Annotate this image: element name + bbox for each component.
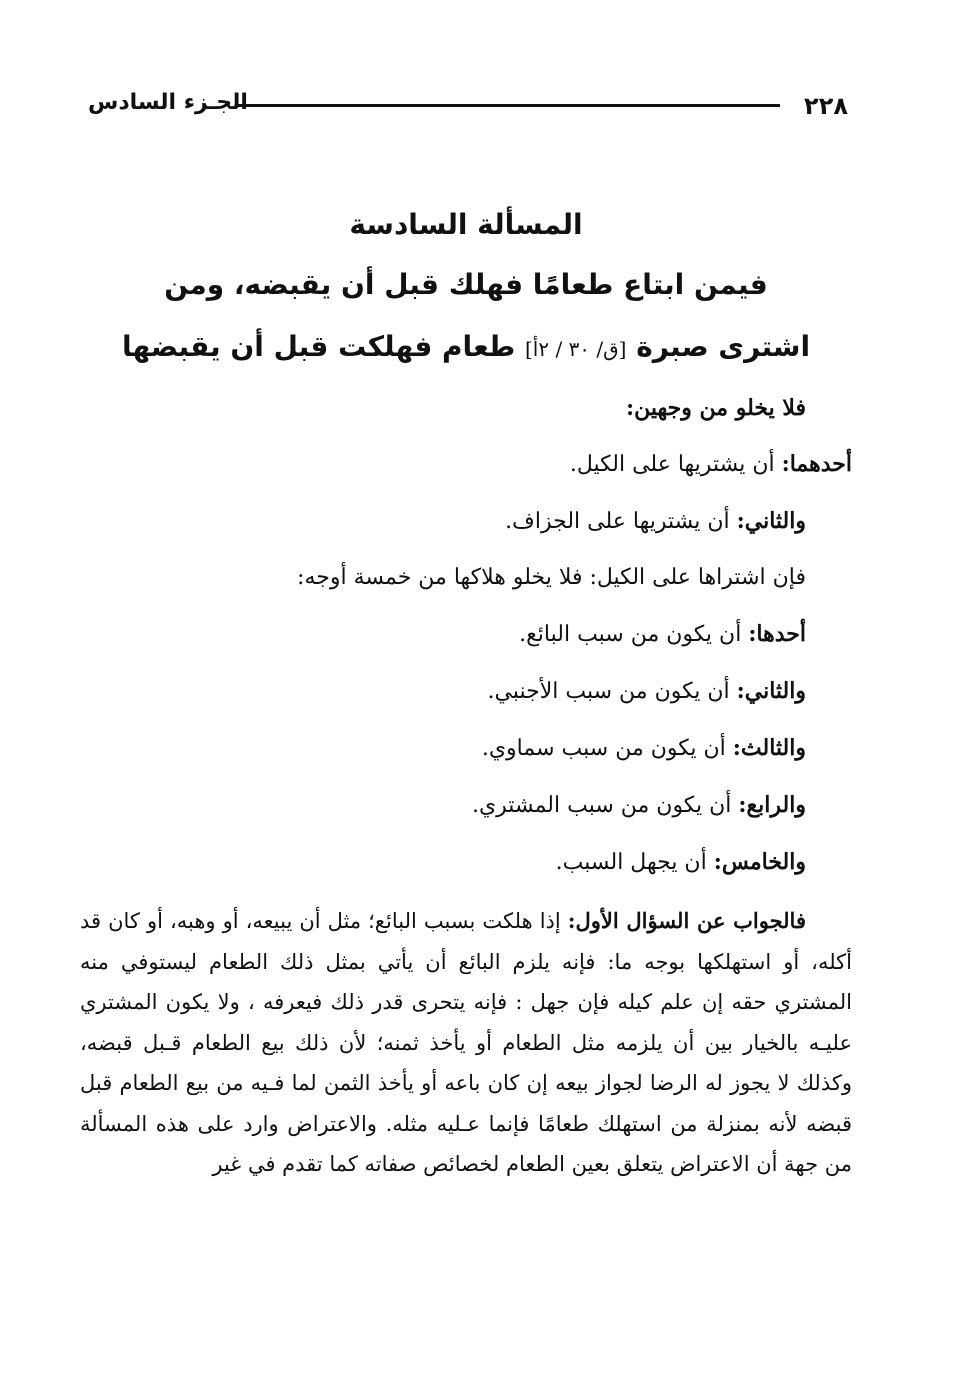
case-2-text: أن يكون من سبب الأجنبي. — [487, 679, 737, 704]
manuscript-reference: [ق/ ٣٠ / ٢أ] — [525, 337, 627, 361]
if-kayl-line: فإن اشتراها على الكيل: فلا يخلو هلاكها من خمسة أوجه: — [297, 565, 806, 590]
answer-label: فالجواب عن السؤال الأول: — [567, 908, 806, 933]
case-5-text: أن يجهل السبب. — [555, 850, 714, 875]
case-3-label: والثالث: — [732, 735, 806, 761]
case-4 — [80, 777, 852, 834]
section-subtitle-line2 — [80, 316, 852, 380]
case-2-label: والثاني: — [736, 678, 806, 704]
way-2-text: أن يشتريها على الجزاف. — [505, 509, 737, 534]
header-rule — [238, 104, 780, 107]
case-4-label: والرابع: — [738, 792, 806, 818]
subtitle-part-b: طعام فهلكت قبل أن يقبضها — [121, 330, 516, 363]
running-head-part: الجـزء السادس — [88, 90, 248, 115]
case-2 — [80, 663, 852, 720]
intro-line: فلا يخلو من وجهين: — [626, 395, 806, 421]
page-content — [80, 196, 852, 1185]
way-1-label: أحدهما: — [781, 451, 852, 477]
page-number: ٢٢٨ — [804, 92, 848, 120]
way-2-label: والثاني: — [736, 508, 806, 534]
page-header — [88, 84, 848, 124]
answer-text: إذا هلكت بسبب البائع؛ مثل أن يبيعه، أو وهبه، أو كان قد أكله، أو استهلكها بوجه ما: فإنه يلزم البائع أن يأتي بمثل ذلك الطعام ليستوفي منه المشتري حقه إن علم كيله فإن جهل : فإنه يتحرى قدر ذلك فيعرفه ، ولا يكون المشتري عليـه بالخيار بين أن يلزمه مثل الطعام أو يأخذ ثمنه؛ لأن ذلك بيع الطعام قـبل قبضه، وكذلك لا يجوز له الرضا لجواز بيعه إن كان باعه أو يأخذ الثمن لما فـيه من بيع الطعام قبل قبضه لأنه بمنزلة من استهلك طعامًا فإنما عـليه مثله. والاعتراض وارد على هذه المسألة من جهة أن الاعتراض يتعلق بعين الطعام لخصائص صفاته كما تقدم في غير — [80, 909, 852, 1176]
case-3-text: أن يكون من سبب سماوي. — [481, 736, 733, 761]
way-1-text: أن يشتريها على الكيل. — [569, 452, 782, 477]
case-1 — [80, 606, 852, 663]
section-subtitle-line1: فيمن ابتاع طعامًا فهلك قبل أن يقبضه، ومن — [164, 268, 768, 301]
case-4-text: أن يكون من سبب المشتري. — [471, 793, 739, 818]
subtitle-part-a: اشترى صبرة — [636, 330, 811, 363]
case-5 — [80, 834, 852, 891]
way-1 — [80, 436, 852, 493]
case-1-text: أن يكون من سبب البائع. — [519, 622, 749, 647]
section-title: المسألة السادسة — [349, 208, 583, 241]
case-5-label: والخامس: — [713, 849, 806, 875]
answer-paragraph — [80, 901, 852, 1185]
case-1-label: أحدها: — [748, 621, 806, 647]
case-3 — [80, 720, 852, 777]
way-2 — [80, 493, 852, 550]
